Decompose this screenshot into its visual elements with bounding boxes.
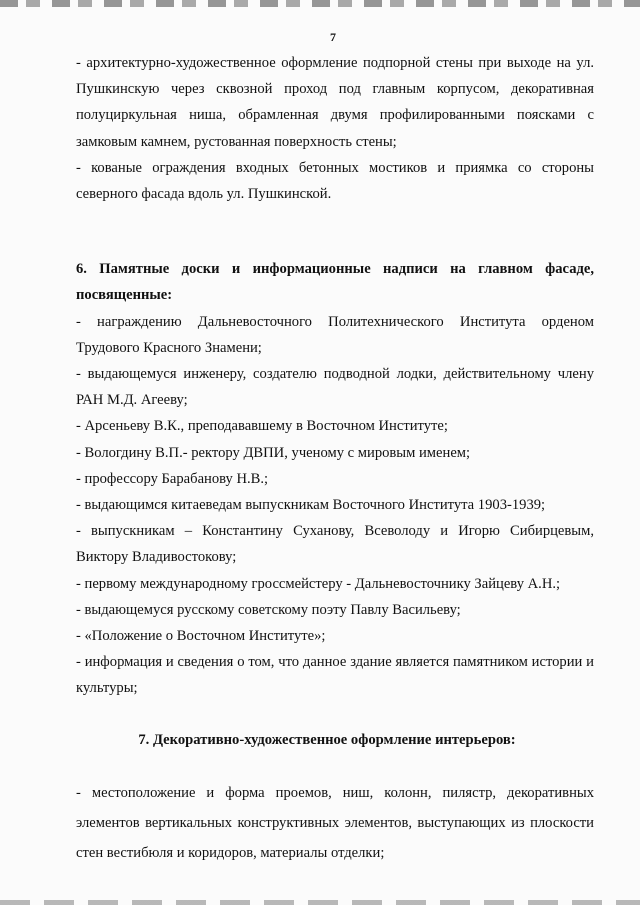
list-item: - выдающемуся русскому советскому поэту Павлу Васильеву; xyxy=(76,601,461,618)
section-5-continued xyxy=(76,50,594,207)
document-body xyxy=(76,50,594,868)
list-item: - выдающимся китаеведам выпускникам Восточного Института 1903-1939; xyxy=(76,497,546,514)
section-7-heading: 7. Декоративно-художественное оформление интерьеров: xyxy=(138,731,516,748)
section-7 xyxy=(76,727,594,868)
list-item: - выпускникам – Константину Суханову, Всеволоду и Игорю Сибирцевым, Виктору Владивостокову; xyxy=(76,523,594,566)
list-item: - «Положение о Восточном Институте»; xyxy=(76,628,326,645)
list-item: - первому международному гроссмейстеру - Дальневосточнику Зайцеву А.Н.; xyxy=(76,575,561,592)
list-item: - выдающемуся инженеру, создателю подводной лодки, действительному члену РАН М.Д. Агееву; xyxy=(76,366,594,409)
list-item: - профессору Барабанову Н.В.; xyxy=(76,470,269,487)
list-item: - награждению Дальневосточного Политехнического Института орденом Трудового Красного Знамени; xyxy=(76,313,594,356)
paragraph: - кованые ограждения входных бетонных мостиков и приямка со стороны северного фасада вдоль ул. Пушкинской. xyxy=(76,159,594,203)
scan-edge-top xyxy=(0,0,640,7)
list-item: - Арсеньеву В.К., преподававшему в Восточном Институте; xyxy=(76,418,448,435)
list-item: - местоположение и форма проемов, ниш, колонн, пилястр, декоративных элементов вертикальных конструктивных элементов, выступающих из плоскости стен вестибюля и коридоров, материалы отделки; xyxy=(76,784,594,861)
scan-edge-bottom xyxy=(0,900,640,905)
section-6-heading: 6. Памятные доски и информационные надписи на главном фасаде, посвященные: xyxy=(76,261,594,304)
page-number: 7 xyxy=(330,30,336,44)
section-6 xyxy=(76,256,594,701)
list-item: - информация и сведения о том, что данное здание является памятником истории и культуры; xyxy=(76,654,594,697)
list-item: - Вологдину В.П.- ректору ДВПИ, ученому с мировым именем; xyxy=(76,444,471,461)
paragraph: - архитектурно-художественное оформление подпорной стены при выходе на ул. Пушкинскую через сквозной проход под главным корпусом, декоративная полуциркульная ниша, обрамленная двумя профилированными поясками с замковым камнем, рустованная поверхность стены; xyxy=(76,55,594,150)
